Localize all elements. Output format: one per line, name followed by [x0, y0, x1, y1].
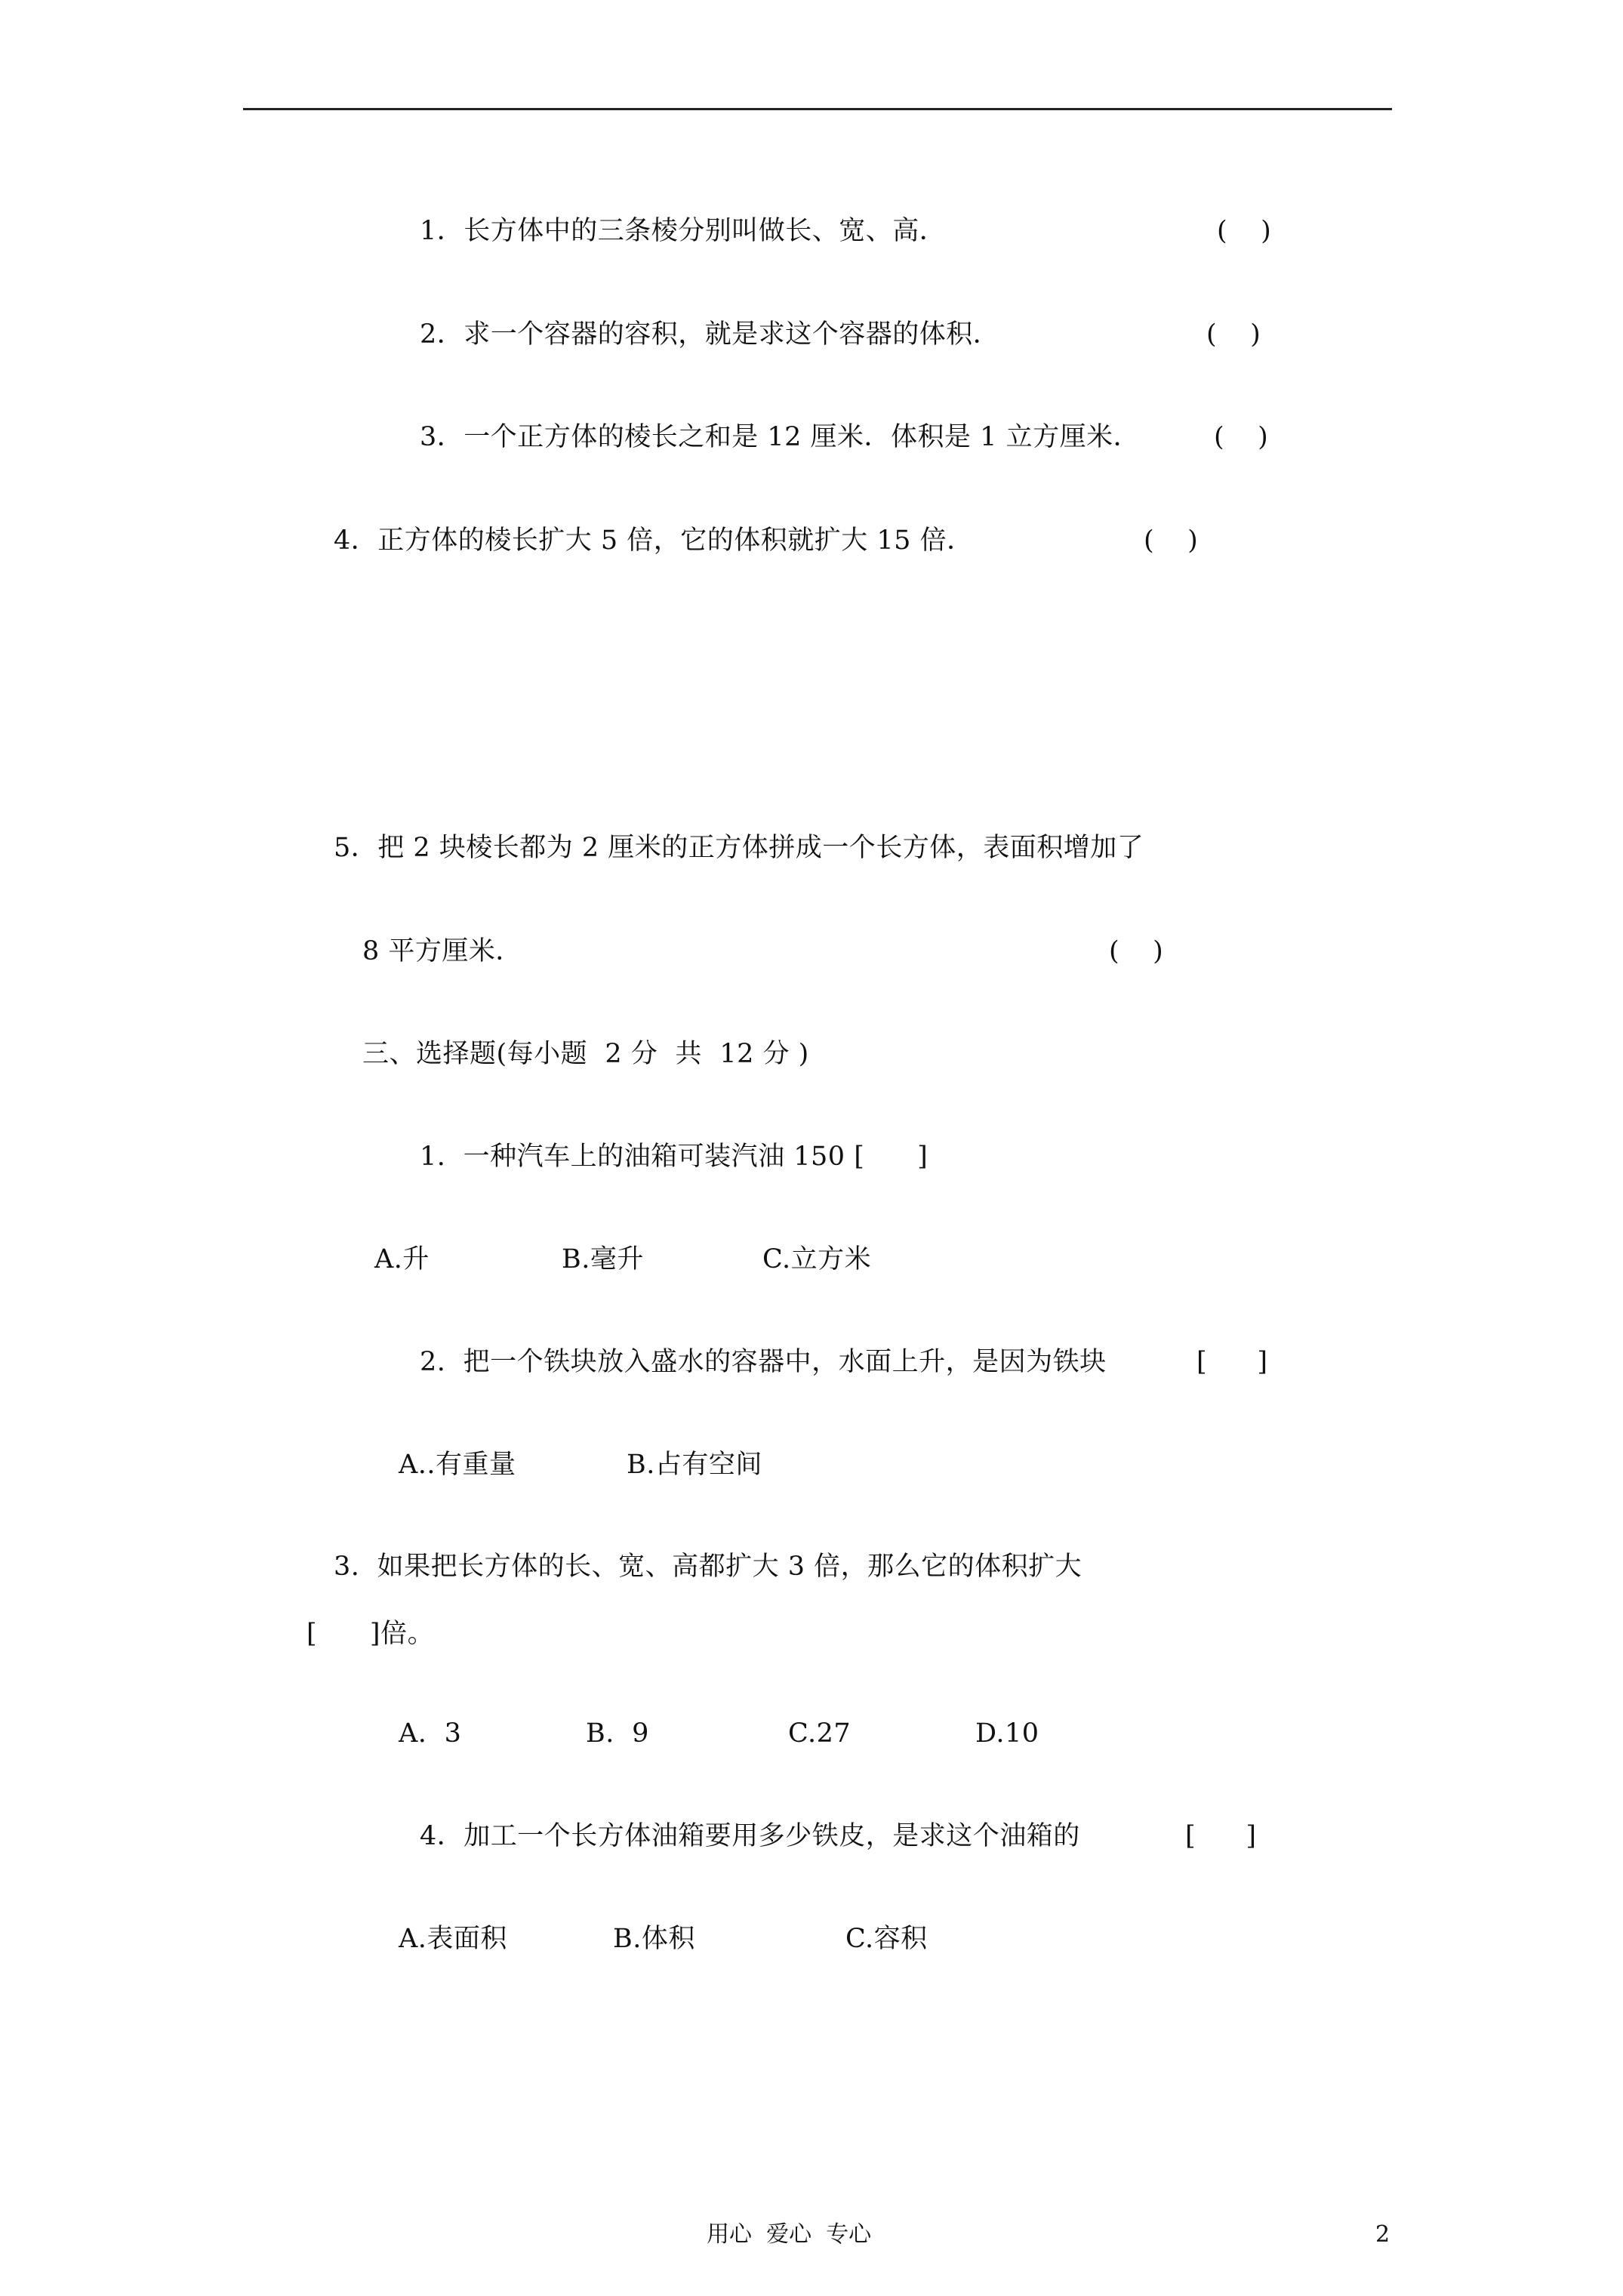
tf-question-5-line2: 8 平方厘米． — [362, 936, 522, 966]
mc-q3-option-a: A. 3 — [399, 1718, 462, 1749]
footer-motto: 用心 爱心 专心 — [707, 2221, 872, 2248]
mc-question-1: 1. 一种汽车上的油箱可装汽油 150 [ ] — [420, 1142, 929, 1172]
mc-question-3-line1: 3. 如果把长方体的长、宽、高都扩大 3 倍，那么它的体积扩大 — [334, 1552, 1083, 1582]
section-heading: 三、选择题(每小题 2 分 共 12 分 ) — [362, 1039, 809, 1069]
page-number: 2 — [1375, 2221, 1390, 2248]
tf-answer-paren-4: ( ) — [1144, 525, 1198, 556]
mc-q4-answer-bracket: [ ] — [1185, 1821, 1257, 1851]
mc-question-2: 2. 把一个铁块放入盛水的容器中，水面上升，是因为铁块 — [420, 1347, 1107, 1377]
tf-question-4: 4．正方体的棱长扩大 5 倍，它的体积就扩大 15 倍． — [334, 525, 974, 556]
header-rule — [243, 108, 1392, 110]
mc-q1-option-a: A.升 — [374, 1244, 430, 1274]
mc-question-3-line2: [ ]倍。 — [306, 1619, 435, 1649]
mc-q2-option-a: A..有重量 — [399, 1450, 516, 1480]
mc-q4-option-a: A.表面积 — [399, 1924, 507, 1954]
tf-question-5-line1: 5．把 2 块棱长都为 2 厘米的正方体拼成一个长方体，表面积增加了 — [334, 833, 1144, 863]
tf-question-3: 3．一个正方体的棱长之和是 12 厘米．体积是 1 立方厘米． — [420, 422, 1141, 452]
tf-answer-paren-2: ( ) — [1206, 319, 1261, 350]
mc-q2-answer-bracket: [ ] — [1196, 1347, 1268, 1377]
mc-q2-option-b: B.占有空间 — [627, 1450, 762, 1480]
mc-q4-option-c: C.容积 — [845, 1924, 928, 1954]
mc-q3-option-d: D.10 — [975, 1718, 1039, 1749]
mc-q4-option-b: B.体积 — [613, 1924, 695, 1954]
mc-q1-option-c: C.立方米 — [762, 1244, 872, 1274]
mc-q1-option-b: B.毫升 — [562, 1244, 644, 1274]
tf-answer-paren-5: ( ) — [1109, 936, 1163, 966]
mc-q3-option-c: C.27 — [788, 1718, 852, 1749]
tf-question-1: 1．长方体中的三条棱分别叫做长、宽、高． — [420, 216, 947, 246]
mc-q3-option-b: B. 9 — [586, 1718, 649, 1749]
tf-question-2: 2．求一个容器的容积，就是求这个容器的体积． — [420, 319, 1000, 350]
mc-question-4: 4．加工一个长方体油箱要用多少铁皮，是求这个油箱的 — [420, 1821, 1080, 1851]
tf-answer-paren-1: ( ) — [1217, 216, 1271, 246]
tf-answer-paren-3: ( ) — [1214, 422, 1268, 452]
